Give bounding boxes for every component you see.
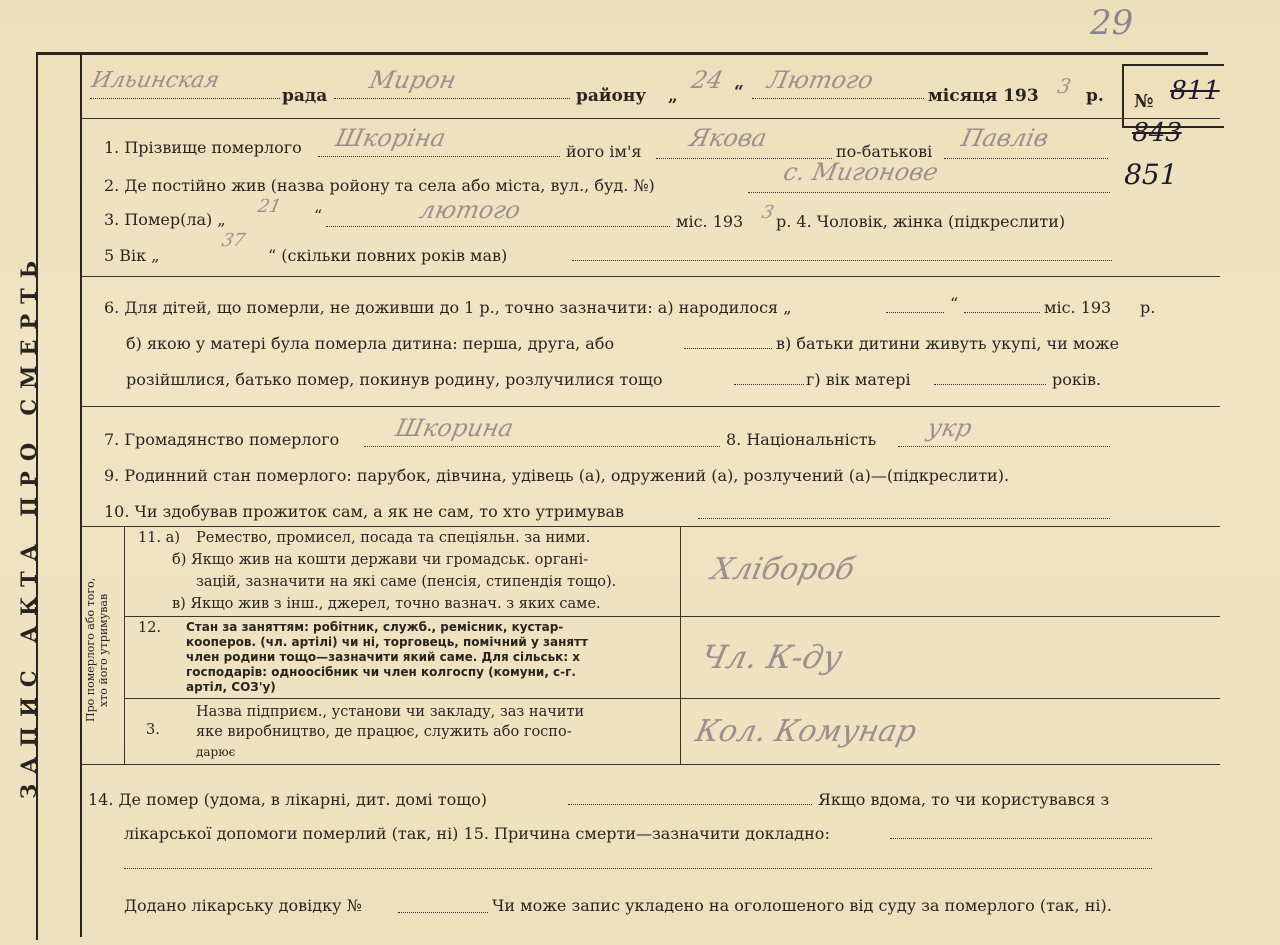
hand-patronymic: Павлів bbox=[959, 124, 1052, 152]
dash-age bbox=[572, 260, 1112, 261]
item-11-bottom bbox=[124, 616, 1220, 617]
occupation-side-note: Про померлого або того, хто його утримував bbox=[84, 577, 110, 723]
medical-certificate-label: Додано лікарську довідку № bbox=[124, 896, 362, 915]
header-quote-open: „ bbox=[668, 86, 678, 106]
header-rada-label: рада bbox=[282, 86, 328, 106]
occupation-table-bottom bbox=[80, 764, 1220, 765]
infant-years-label: років. bbox=[1052, 370, 1102, 389]
dash-cause-of-death-2 bbox=[124, 868, 1152, 869]
header-raion-label: району bbox=[576, 86, 647, 106]
item-12-line-2: кооперов. (чл. артілі) чи ні, торговець, помічний у занятт bbox=[186, 635, 588, 649]
citizenship-label: 7. Громадянство померлого bbox=[104, 430, 340, 449]
header-year-label: р. bbox=[1086, 86, 1104, 106]
court-declaration-label: Чи може запис укладено на оголошеного від суду за померлого (так, ні). bbox=[492, 896, 1112, 915]
dash-patronymic bbox=[944, 158, 1108, 159]
item-12-bottom bbox=[124, 698, 1220, 699]
death-date-quote: “ bbox=[314, 206, 323, 225]
death-month-label: міс. 193 bbox=[676, 212, 744, 231]
item-13-line-1: Назва підприєм., установи чи закладу, заз начити bbox=[196, 704, 585, 720]
dash-surname bbox=[318, 156, 560, 157]
infant-quote: “ bbox=[950, 294, 959, 313]
dash-birth-order bbox=[684, 348, 772, 349]
item-12-line-5: артіл, СОЗ'у) bbox=[186, 680, 276, 694]
section-separator-2 bbox=[80, 406, 1220, 407]
surname-label: 1. Прізвище померлого bbox=[104, 138, 302, 157]
residence-label: 2. Де постійно жив (назва ройону та села або міста, вул., буд. №) bbox=[104, 176, 655, 195]
form-title: ЗАПИС АКТА ПРО СМЕРТЬ bbox=[16, 250, 41, 800]
item-13-line-2: яке виробництво, де працює, служить або госпо- bbox=[196, 724, 572, 740]
item-12-line-1: Стан за заняттям: робітник, служб., ремісник, кустар- bbox=[186, 620, 564, 634]
infant-line-3: розійшлися, батько помер, покинув родину, розлучилися тощо bbox=[126, 370, 663, 389]
header-month-label: місяця 193 bbox=[928, 86, 1039, 106]
hand-death-month: лютого bbox=[417, 196, 524, 224]
nationality-label: 8. Національність bbox=[726, 430, 877, 449]
item-11c: в) Якщо жив з інш., джерел, точно вазнач. з яких саме. bbox=[172, 596, 601, 612]
item-13-line-3: дарює bbox=[196, 745, 236, 759]
dash-nationality bbox=[898, 446, 1110, 447]
registration-number-final: 851 bbox=[1120, 158, 1181, 191]
age-hint: “ (скільки повних років мав) bbox=[268, 246, 508, 265]
cause-of-death-label: лікарської допомоги померлий (так, ні) 15. Причина смерти—зазначити докладно: bbox=[124, 824, 830, 843]
hand-surname: Шкоріна bbox=[333, 124, 449, 152]
infant-line-2: б) якою у матері була померла дитина: перша, друга, або bbox=[126, 334, 615, 353]
occupation-side-col bbox=[124, 526, 125, 764]
item-12-number: 12. bbox=[138, 620, 162, 636]
item-11-number: 11. а) bbox=[138, 530, 180, 546]
header-separator bbox=[80, 118, 1220, 119]
hand-first-name: Якова bbox=[687, 124, 770, 152]
header-dash-3 bbox=[752, 98, 924, 99]
hand-occupation: Хлібороб bbox=[708, 552, 858, 587]
occupation-table-top bbox=[80, 526, 1220, 527]
header-quote-close: “ bbox=[734, 82, 744, 102]
hand-header-month: Лютого bbox=[765, 66, 876, 94]
hand-death-year: 3 bbox=[759, 202, 776, 223]
hand-residence: с. Мигонове bbox=[781, 158, 941, 186]
archive-page-number: 29 bbox=[1090, 3, 1134, 43]
dash-cause-of-death bbox=[890, 838, 1152, 839]
age-label: 5 Вік „ bbox=[104, 246, 160, 265]
hand-header-rada: Мирон bbox=[367, 66, 459, 94]
hand-header-year: 3 bbox=[1055, 74, 1074, 98]
item-11b-2: зацій, зазначити на які саме (пенсія, стипендія тощо). bbox=[196, 574, 617, 590]
infant-line-3b: г) вік матері bbox=[806, 370, 911, 389]
registration-no-label: № bbox=[1134, 91, 1154, 112]
dash-place-of-death bbox=[568, 804, 812, 805]
dash-infant-month bbox=[964, 312, 1040, 313]
hand-death-day: 21 bbox=[255, 196, 284, 217]
infant-line-2b: в) батьки дитини живуть укупі, чи може bbox=[776, 334, 1120, 353]
header-dash-1 bbox=[90, 98, 280, 99]
first-name-label: його ім'я bbox=[566, 142, 642, 161]
infant-line-1: 6. Для дітей, що померли, не доживши до 1 р., точно зазначити: а) народилося „ bbox=[104, 298, 792, 317]
infant-month-label: міс. 193 bbox=[1044, 298, 1112, 317]
hand-citizenship: Шкорина bbox=[393, 414, 517, 442]
registration-number-struck: 811 bbox=[1166, 76, 1223, 106]
dash-medical-certificate bbox=[398, 912, 488, 913]
section-separator-1 bbox=[80, 276, 1220, 277]
item-11b-1: б) Якщо жив на кошти держави чи громадськ. органі- bbox=[172, 552, 589, 568]
marital-status-label: 9. Родинний стан померлого: парубок, дівчина, удівець (а), одружений (а), розлучений (а)—(підкреслити). bbox=[104, 466, 1010, 485]
sex-label: р. 4. Чоловік, жінка (підкреслити) bbox=[776, 212, 1066, 231]
dash-livelihood bbox=[698, 518, 1110, 519]
place-of-death-label: 14. Де помер (удома, в лікарні, дит. домі тощо) bbox=[88, 790, 487, 809]
hand-header-day: 24 bbox=[689, 66, 726, 94]
dash-infant-day bbox=[886, 312, 944, 313]
dash-death-month bbox=[326, 226, 670, 227]
occupation-value-col bbox=[680, 526, 681, 764]
infant-year-label: р. bbox=[1140, 298, 1156, 317]
patronymic-label: по-батькові bbox=[836, 142, 933, 161]
dash-parents bbox=[734, 384, 804, 385]
header-dash-2 bbox=[334, 98, 570, 99]
hand-age: 37 bbox=[219, 230, 248, 251]
dash-mother-age bbox=[934, 384, 1046, 385]
death-date-label: 3. Помер(ла) „ bbox=[104, 210, 226, 229]
registration-number-corrected: 843 bbox=[1128, 118, 1185, 148]
livelihood-label: 10. Чи здобував прожиток сам, а як не сам, то хто утримував bbox=[104, 502, 625, 521]
item-11a: Ремество, промисел, посада та спеціяльн. за ними. bbox=[196, 530, 591, 546]
hand-nationality: укр bbox=[925, 414, 975, 442]
item-12-line-4: господарів: одноосібник чи член колгоспу (комуни, с-г. bbox=[186, 665, 576, 679]
hand-header-locality: Ильинская bbox=[89, 68, 222, 93]
medical-help-label: Якщо вдома, то чи користувався з bbox=[818, 790, 1110, 809]
item-13-number: 3. bbox=[146, 722, 160, 738]
item-12-line-3: член родини тощо—зазначити який саме. Для сільськ: х bbox=[186, 650, 581, 664]
hand-employment-status: Чл. К-ду bbox=[697, 638, 846, 676]
hand-workplace: Кол. Комунар bbox=[692, 714, 920, 749]
dash-citizenship bbox=[364, 446, 720, 447]
dash-residence bbox=[748, 192, 1110, 193]
